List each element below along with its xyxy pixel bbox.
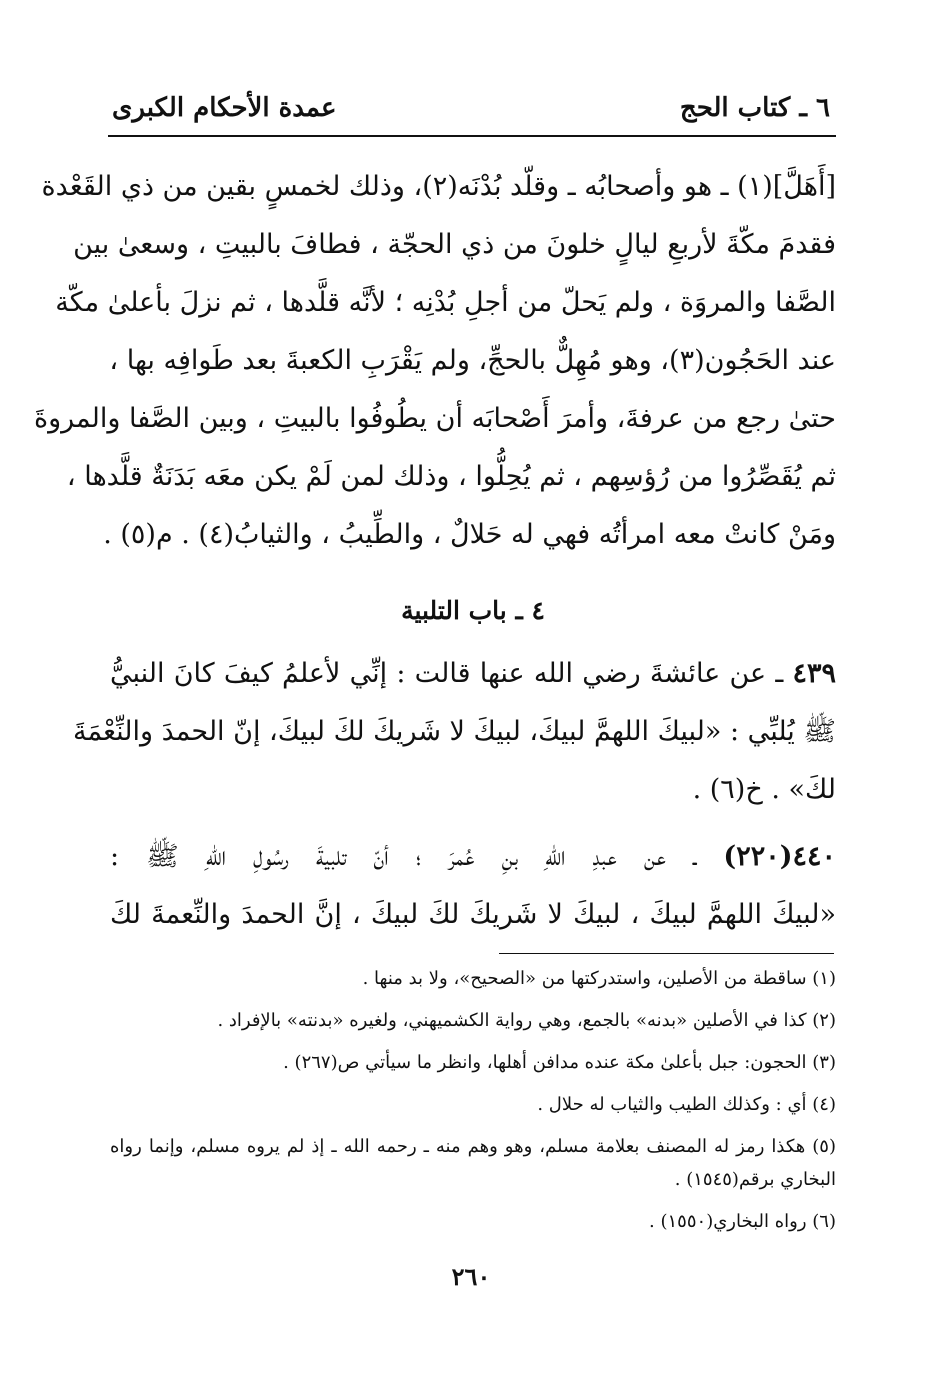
- footnote-6: (٦) رواه البخاري(١٥٥٠) .: [649, 1211, 836, 1232]
- text-line: ثم يُقَصِّرُوا من رُؤسِهم ، ثم يُحِلُّوا ، وذلك لمن لَمْ يكن معَه بَدَنَةٌ قلَّدها ،: [66, 461, 836, 492]
- hadith-line: [110, 828, 836, 886]
- text-line: [أَهَلَّ](١) ـ هو وأصحابُه ـ وقلّد بُدْنَه(٢)، وذلك لخمسٍ بقين من ذي القَعْدة: [41, 171, 836, 202]
- text-line: حتىٰ رجع من عرفةَ، وأمرَ أَصْحابَه أن يطُوفُوا بالبيتِ ، وبين الصَّفا والمروةَ: [33, 403, 836, 434]
- section-heading: ٤ ـ باب التلبية: [401, 596, 545, 625]
- hadith-number: ٤٣٩: [792, 658, 837, 689]
- text-line: ومَنْ كانتْ معه امرأتُه فهي له حَلالٌ ، والطِّيبُ ، والثيابُ(٤) . م(٥) .: [103, 519, 836, 550]
- hadith-text: ـ عن عبدِ اللهِ بنِ عُمرَ ؛ أنّ تلبيةَ رسُولِ اللهِ ﷺ :: [110, 841, 697, 872]
- text-line: فقدمَ مكّةَ لأربعِ ليالٍ خلونَ من ذي الحجّة ، فطافَ بالبيتِ ، وسعىٰ بين: [73, 229, 836, 260]
- header-divider: [108, 135, 836, 137]
- hadith-line: ﷺ يُلبِّي : «لبيكَ اللهمَّ لبيكَ، لبيكَ لا شَريكَ لكَ لبيكَ، إنّ الحمدَ والنِّعْمَةَ: [73, 716, 836, 747]
- hadith-440: [110, 828, 836, 944]
- page-number: ٢٦٠: [451, 1262, 491, 1291]
- hadith-line: لكَ» . خ(٦) .: [692, 774, 836, 805]
- running-header-book-title: عمدة الأحكام الكبرى: [112, 93, 337, 123]
- text-line: الصَّفا والمروَة ، ولم يَحلّ من أجلِ بُدْنِه ؛ لأنَّه قلَّدها ، ثم نزلَ بأعلىٰ مكّة: [55, 287, 836, 318]
- footnote-4: (٤) أي : وكذلك الطيب والثياب له حلال .: [537, 1094, 836, 1115]
- hadith-text: ـ عن عائشةَ رضي الله عنها قالت : إنِّي لأعلمُ كيفَ كانَ النبيُّ: [110, 658, 784, 689]
- hadith-line: [110, 645, 836, 703]
- hadith-line: «لبيكَ اللهمَّ لبيكَ ، لبيكَ لا شَريكَ لكَ لبيكَ ، إنَّ الحمدَ والنِّعمةَ لكَ: [110, 899, 836, 930]
- footnote-5: (٥) هكذا رمز له المصنف بعلامة مسلم، وهو وهم منه ـ رحمه الله ـ إذ لم يروه مسلم، وإنما رواه البخاري برقم(١٥٤٥) .: [110, 1136, 836, 1190]
- main-text-block: [33, 158, 836, 564]
- text-line: عند الحَجُون(٣)، وهو مُهِلٌّ بالحجِّ، ولم يَقْرَبِ الكعبةَ بعد طَوافِه بها ،: [109, 345, 836, 376]
- footnote-1: (١) ساقطة من الأصلين، واستدركتها من «الصحيح»، ولا بد منها .: [362, 968, 836, 989]
- footnote-2: (٢) كذا في الأصلين «بدنه» بالجمع، وهي رواية الكشميهني، ولغيره «بدنته» بالإفراد .: [217, 1010, 836, 1031]
- running-header-chapter: ٦ ـ كتاب الحج: [679, 93, 830, 123]
- hadith-number: ٤٤٠(٢٢٠): [723, 841, 836, 872]
- footnotes: [110, 962, 836, 1247]
- footnote-divider: [499, 953, 834, 954]
- hadith-439: [73, 645, 837, 819]
- footnote-3: (٣) الحجون: جبل بأعلىٰ مكة عنده مدافن أهلها، وانظر ما سيأتي ص(٢٦٧) .: [283, 1052, 836, 1073]
